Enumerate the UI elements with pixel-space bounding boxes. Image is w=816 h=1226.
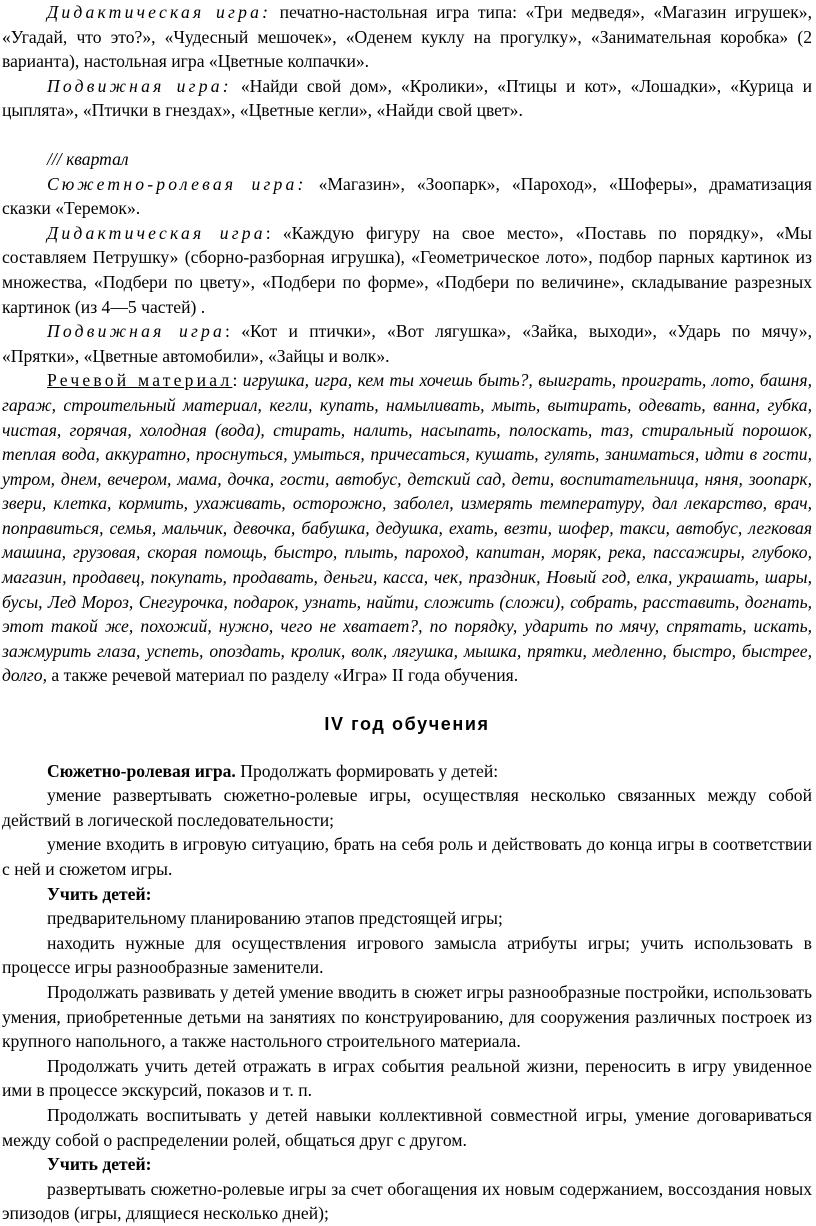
paragraph-6: Продолжать учить детей отражать в играх события реальной жизни, переносить в игру увиденное ими в процессе экскурсий, показов и т. п. — [2, 1055, 812, 1101]
paragraph-7: Продолжать воспитывать у детей навыки коллективной совместной игры, умение договариваться между собой о распределении ролей, общаться друг с другом. — [2, 1104, 812, 1150]
mobile-games-paragraph — [2, 74, 812, 123]
mobile-game-text: «Найди свой дом», «Кролики», «Птицы и кот», «Лошадки», «Курица и цыплята», «Птички в гнездах», «Цветные кегли», «Найди свой цвет». — [2, 75, 812, 121]
story-role-intro-text: Продолжать формировать у детей: — [235, 760, 499, 781]
speech-material-label: Речевой материал — [47, 370, 233, 391]
speech-material-words: игрушка, игра, кем ты хочешь быть?, выиграть, проиграть, лото, башня, гараж, строительный материал, кегли, купать, намыливать, мыть, вытирать, одевать, ванна, губка, чистая, горячая, холодная (вода), стирать, налить, насыпать, полоскать, таз, стиральный порошок, теплая вода, аккуратно, проснуться, умыться, причесаться, кушать, гулять, заниматься, идти в гости, утром, днем, вечером, мама, дочка, гости, автобус, детский сад, дети, воспитательница, няня, зоопарк, звери, клетка, кормить, ухаживать, осторожно, заболел, измерять температуру, дал лекарство, врач, поправиться, семья, мальчик, девочка, бабушка, дедушка, ехать, везти, шофер, такси, автобус, легковая машина, грузовая, скорая помощь, быстро, плыть, пароход, капитан, моряк, река, пассажиры, глубоко, магазин, продавец, покупать, продавать, деньги, касса, чек, праздник, Новый год, елка, украшать, шары, бусы, Лед Мороз, Снегурочка, подарок, узнать, найти, сложить (сложи), собрать, расставить, догнать, этот такой же, похожий, нужно, чего не хватает?, по порядку, ударить по мячу, спрятать, искать, зажмурить глаза, успеть, опоздать, кролик, волк, лягушка, мышка, прятки, медленно, быстро, быстрее, долго, — [2, 370, 812, 686]
speech-material-tail: а также речевой материал по разделу «Игра» II года обучения. — [47, 665, 519, 686]
story-game-text: «Магазин», «Зоопарк», «Пароход», «Шоферы», драматизация сказки «Теремок». — [2, 173, 812, 219]
spacer — [2, 737, 812, 759]
paragraph-3: предварительному планированию этапов предстоящей игры; — [47, 908, 503, 929]
paragraph-1: умение развертывать сюжетно-ролевые игры, осуществляя несколько связанных между собой действий в логической последовательности; — [2, 785, 812, 830]
mobile-game-paragraph-q3 — [2, 319, 812, 368]
story-role-intro — [2, 759, 812, 784]
mobile-game-text-q3: : «Кот и птички», «Вот лягушка», «Зайка, выходи», «Ударь по мячу», «Прятки», «Цветные автомобили», «Зайцы и волк». — [2, 321, 812, 366]
speech-material-colon: : — [232, 370, 243, 391]
didactic-game-label: Дидактическая игра: — [47, 2, 272, 22]
story-game-paragraph — [2, 172, 812, 221]
didactic-games-paragraph — [2, 0, 812, 74]
didactic-game-paragraph-q3 — [2, 221, 812, 319]
paragraph-5: Продолжать развивать у детей умение вводить в сюжет игры разнообразные постройки, использовать умения, приобретенные детьми на занятиях по конструированию, для сооружения различных построек из крупного напольного, а также настольного строительного материала. — [2, 981, 812, 1052]
paragraph-8: развертывать сюжетно-ролевые игры за счет обогащения их новым содержанием, воссоздания новых эпизодов (игры, длящиеся несколько дней); — [2, 1178, 812, 1224]
teach-children-label-1: Учить детей: — [47, 883, 152, 904]
teach-children-label-2: Учить детей: — [47, 1154, 152, 1175]
paragraph-2: умение входить в игровую ситуацию, брать на себя роль и действовать до конца игры в соответствии с ней и сюжетом игры. — [2, 834, 812, 879]
quarter-heading: /// квартал — [47, 148, 129, 169]
paragraph-4: находить нужные для осуществления игрового замысла атрибуты игры; учить использовать в процессе игры разнообразные заменители. — [2, 932, 812, 978]
story-game-label: Сюжетно-ролевая игра: — [47, 173, 307, 194]
didactic-game-text-q3: : «Каждую фигуру на свое место», «Поставь по порядку», «Мы составляем Петрушку» (сборно-разборная игрушка), «Геометрическое лото», подбор парных картинок из множества, «Подбери по цвету», «Подбери по форме», «Подбери по величине», складывание разрезных картинок (из 4—5 частей) . — [2, 222, 812, 317]
mobile-game-label: Подвижная игра: — [47, 75, 232, 96]
story-role-label: Сюжетно-ролевая игра. — [47, 760, 236, 781]
spacer — [2, 123, 812, 147]
section-heading: IV год обучения — [324, 714, 490, 735]
didactic-game-text: печатно-настольная игра типа: «Три медведя», «Магазин игрушек», «Угадай, что это?», «Чудесный мешочек», «Оденем куклу на прогулку», «Занимательная коробка» (2 варианта), настольная игра «Цветные колпачки». — [2, 2, 812, 72]
speech-material-paragraph — [2, 368, 812, 688]
didactic-game-label-q3: Дидактическая игра — [47, 222, 266, 243]
spacer — [2, 688, 812, 712]
mobile-game-label-q3: Подвижная игра — [47, 321, 226, 342]
